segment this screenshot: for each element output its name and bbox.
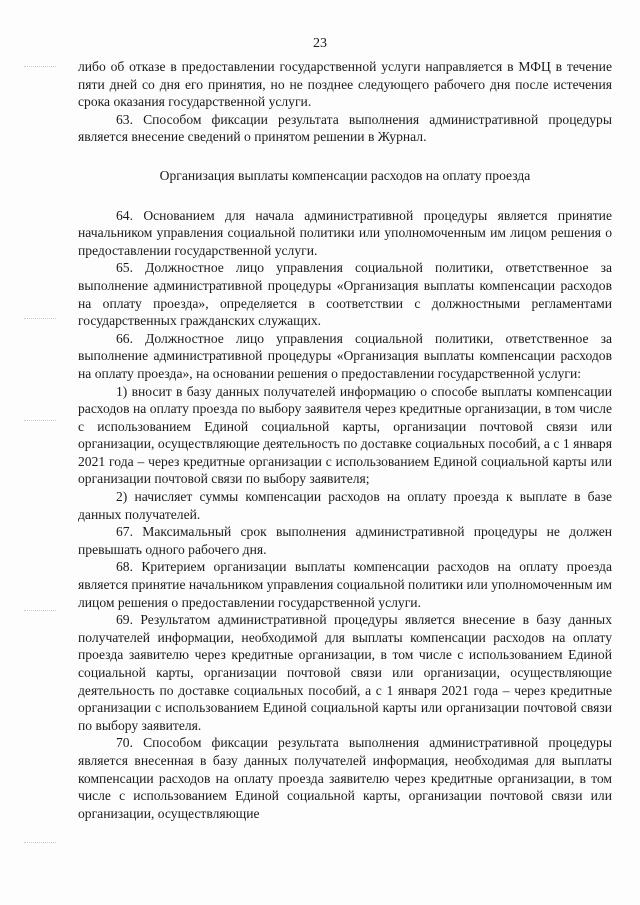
paragraph-69: 69. Результатом административной процедуры является внесение в базу данных получателей информации, необходимой для выплаты компенсации расходов на оплату проезда заявителю через кредитные организации, в том числе с использованием Единой социальной карты, организации почтовой связи или организации, осуществляющие деятельность по доставке социальных пособий, а с 1 января 2021 года – через кредитные организации с использованием Единой социальной карты или организации почтовой связи по выбору заявителя. xyxy=(78,612,612,733)
paragraph-68: 68. Критерием организации выплаты компенсации расходов на оплату проезда является принятие начальником управления социальной политики или уполномоченным им лицом решения о предоставлении государственной услуги. xyxy=(78,559,612,610)
document-body xyxy=(78,58,612,822)
section-heading: Организация выплаты компенсации расходов на оплату проезда xyxy=(159,167,531,183)
paragraph-63: 63. Способом фиксации результата выполнения административной процедуры является внесение сведений о принятом решении в Журнал. xyxy=(78,111,612,145)
paragraph-67: 67. Максимальный срок выполнения административной процедуры не должен превышать одного рабочего дня. xyxy=(78,524,612,557)
paragraph-65: 65. Должностное лицо управления социальной политики, ответственное за выполнение административной процедуры «Организация выплаты компенсации расходов на оплату проезда», определяется в соответствии с должностными регламентами государственных гражданских служащих. xyxy=(78,260,612,329)
paragraph-70: 70. Способом фиксации результата выполнения административной процедуры является внесенная в базу данных получателей информация, необходимая для выплаты компенсации расходов на оплату проезда заявителю через кредитные организации, в том числе с использованием Единой социальной карты, организации почтовой связи или организации, осуществляющие xyxy=(78,735,612,821)
scan-artifact xyxy=(24,610,56,615)
paragraph-continuation: либо об отказе в предоставлении государственной услуги направляется в МФЦ в течение пяти дней со дня его принятия, но не позднее следующего рабочего дня после истечения срока оказания государственной услуги. xyxy=(78,59,612,110)
list-item-2: 2) начисляет суммы компенсации расходов на оплату проезда к выплате в базе данных получателей. xyxy=(78,489,612,522)
scan-artifact xyxy=(24,318,56,323)
list-item-1: 1) вносит в базу данных получателей информацию о способе выплаты компенсации расходов на оплату проезда по выбору заявителя через кредитные организации, в том числе с использованием Единой социальной карты, организации почтовой связи или организации, осуществляющие деятельность по доставке социальных пособий, а с 1 января 2021 года – через кредитные организации с использованием Единой социальной карты или организации почтовой связи по выбору заявителя; xyxy=(78,383,612,487)
paragraph-64: 64. Основанием для начала административной процедуры является принятие начальником управления социальной политики или уполномоченным им лицом решения о предоставлении государственной услуги. xyxy=(78,207,612,258)
paragraph-66: 66. Должностное лицо управления социальной политики, ответственное за выполнение административной процедуры «Организация выплаты компенсации расходов на оплату проезда», на основании решения о предоставлении государственной услуги: xyxy=(78,330,612,381)
page-number: 23 xyxy=(313,36,327,51)
scan-artifact xyxy=(24,420,56,425)
scan-artifact xyxy=(24,66,56,71)
scan-artifact xyxy=(24,842,56,847)
